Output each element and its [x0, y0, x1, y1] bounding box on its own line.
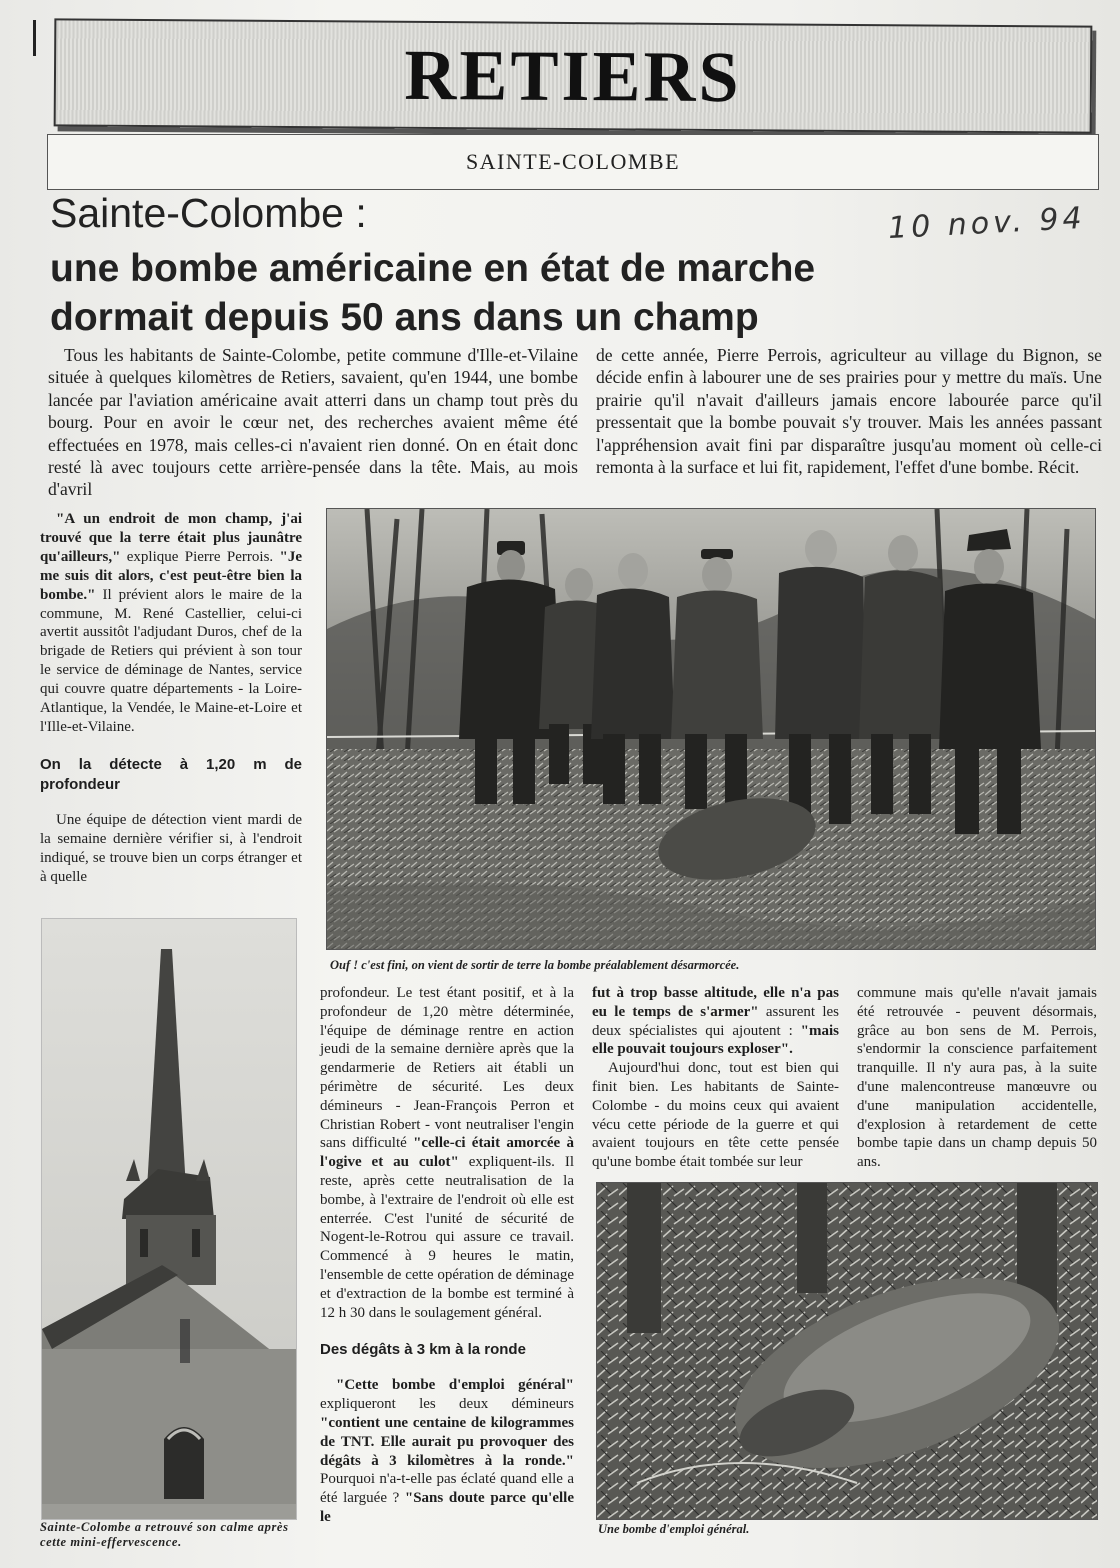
lede-column-2	[596, 344, 1102, 478]
section-bar	[47, 134, 1099, 190]
left-text-2: Il prévient alors le maire de la commune, M. René Castellier, celui-ci avertit aussitôt l'adjudant Duros, chef de la brigade de Retiers qui prévient à son tour le service de déminage de Nantes, service qui couvre quatre départements - la Loire-Atlantique, la Vendée, le Maine-et-Loire et l'Ille-et-Vilaine.	[40, 586, 302, 735]
church-photo-caption: Sainte-Colombe a retrouvé son calme après cette mini-effervescence.	[40, 1520, 289, 1549]
mid-text-3: Pourquoi n'a-t-elle pas éclaté quand elle a été larguée ?	[320, 1471, 574, 1507]
headline-line-2: dormait depuis 50 ans dans un champ	[50, 296, 759, 339]
group-photo-caption: Ouf ! c'est fini, on vient de sortir de terre la bombe préalablement désarmorcée.	[330, 958, 740, 972]
church-photo	[41, 918, 297, 1520]
middle-column	[320, 984, 574, 1527]
headline-line-1: une bombe américaine en état de marche	[50, 247, 816, 290]
mid-para-2	[320, 1376, 574, 1526]
middle-column-2	[592, 984, 839, 1172]
mid-quote-4: "Sans doute parce qu'elle le	[320, 1490, 574, 1525]
lede-text-1: Tous les habitants de Sainte-Colombe, petite commune d'Ille-et-Vilaine située à quelques kilomètres de Retiers, savaient, qu'en 1944, une bombe lancée par l'aviation américaine avait atterri dans un champ tout près du bourg. Pour en avoir le cœur net, des recherches avaient même été effectuées en 1978, mais celles-ci n'avaient rien donné. On en était donc resté là avec toujours cette arrière-pensée dans la tête. Mais, au mois d'avril	[48, 345, 578, 500]
bomb-photo-caption: Une bombe d'emploi général.	[598, 1522, 750, 1536]
mid-quote-2: "Cette bombe d'emploi général"	[336, 1377, 574, 1394]
headline-pretitle: Sainte-Colombe :	[50, 190, 367, 236]
lede-column-1	[48, 344, 578, 501]
mid2-text-1: assurent les deux spécialistes qui ajoutent :	[592, 1003, 839, 1039]
edge-mark	[33, 20, 36, 56]
mid-subhead: Des dégâts à 3 km à la ronde	[320, 1341, 526, 1359]
mid2-para-1	[592, 984, 839, 1059]
right-text: commune mais qu'elle n'avait jamais été retrouvée - peuvent désormais, grâce au bon sens de M. Perrois, s'endormir la conscience parfaitement tranquille. Il n'y aura pas, à la suite d'une malencontreuse manœuvre ou d'une manipulation accidentelle, d'explosion à retardement de cette bombe tapie dans un champ depuis 50 ans.	[857, 985, 1097, 1171]
left-text-1: explique Pierre Perrois.	[120, 548, 280, 565]
headline	[50, 244, 815, 342]
section-label: SAINTE-COLOMBE	[465, 149, 681, 174]
masthead-banner	[54, 18, 1093, 133]
mid2-para-2: Aujourd'hui donc, tout est bien qui finit bien. Les habitants de Sainte-Colombe - du moins ceux qui avaient vécu cette période de la guerre et qui avaient toujours en tête cette pensée qu'une bombe était tombée sur leur	[592, 1060, 839, 1171]
mid-text-2: expliqueront les deux démineurs	[320, 1396, 574, 1413]
mid-para-1	[320, 984, 574, 1322]
left-para-2: Une équipe de détection vient mardi de la semaine dernière vérifier si, à l'endroit indiqué, se trouve bien un corps étranger et à quelle	[40, 811, 302, 885]
lede-text-2: de cette année, Pierre Perrois, agriculteur au village du Bignon, se décide enfin à labourer une de ses prairies pour y mettre du maïs. Une prairie qu'il n'avait d'ailleurs jamais encore labourée parce qu'il pressentait que la bombe pouvait s'y trouver. Mais les années passant l'appréhension avait fini par disparaître jusqu'au moment où celle-ci remonta à la surface et lui fit, rapidement, l'effet d'une bombe. Récit.	[596, 345, 1102, 478]
masthead-title: RETIERS	[404, 34, 742, 117]
left-quote-2: "Je me suis dit alors, c'est peut-être bien la bombe."	[40, 548, 302, 603]
left-subhead: On la détecte à 1,20 m de profondeur	[40, 755, 302, 793]
group-photo-image	[327, 509, 1095, 949]
left-column	[40, 510, 302, 887]
bomb-photo	[596, 1182, 1098, 1520]
mid-quote-3: "contient une centaine de kilogrammes de TNT. Elle aurait pu provoquer des dégâts à 3 kilomètres à la ronde."	[320, 1414, 574, 1469]
bomb-photo-image	[597, 1183, 1097, 1519]
mid2-quote-2: "mais elle pouvait toujours exploser".	[592, 1022, 839, 1058]
mid-text-1b: expliquent-ils. Il reste, après cette neutralisation de la bombe, à l'extraire de l'endroit où elle est enterrée. C'est l'unité de sécurité de Nogent-le-Rotrou qui assure ce travail. Commencé à 9 heures le matin, l'ensemble de cette opération de déminage et d'extraction de la bombe est terminé à 12 h 30 dans le soulagement général.	[320, 1154, 574, 1321]
left-quote-1: "A un endroit de mon champ, j'ai trouvé que la terre était plus jaunâtre qu'ailleurs,"	[40, 511, 302, 565]
mid-text-1a: profondeur. Le test étant positif, et à la profondeur de 1,20 mètre déterminée, l'équipe de déminage rentre en action jeudi de la semaine dernière après que la gendarmerie de Retiers ait établi un périmètre de sécurité. Les deux démineurs - Jean-François Perron et Christian Robert - vont neutraliser l'engin sans difficulté	[320, 985, 574, 1152]
church-photo-image	[42, 919, 296, 1519]
left-para-1	[40, 510, 302, 737]
mid2-quote-1: fut à trop basse altitude, elle n'a pas eu le temps de s'armer"	[592, 985, 839, 1020]
mid-quote-1: "celle-ci était amorcée à l'ogive et au culot"	[320, 1135, 574, 1171]
right-column	[857, 984, 1097, 1172]
handwritten-date: 10 nov. 94	[887, 200, 1087, 247]
group-photo	[326, 508, 1096, 950]
